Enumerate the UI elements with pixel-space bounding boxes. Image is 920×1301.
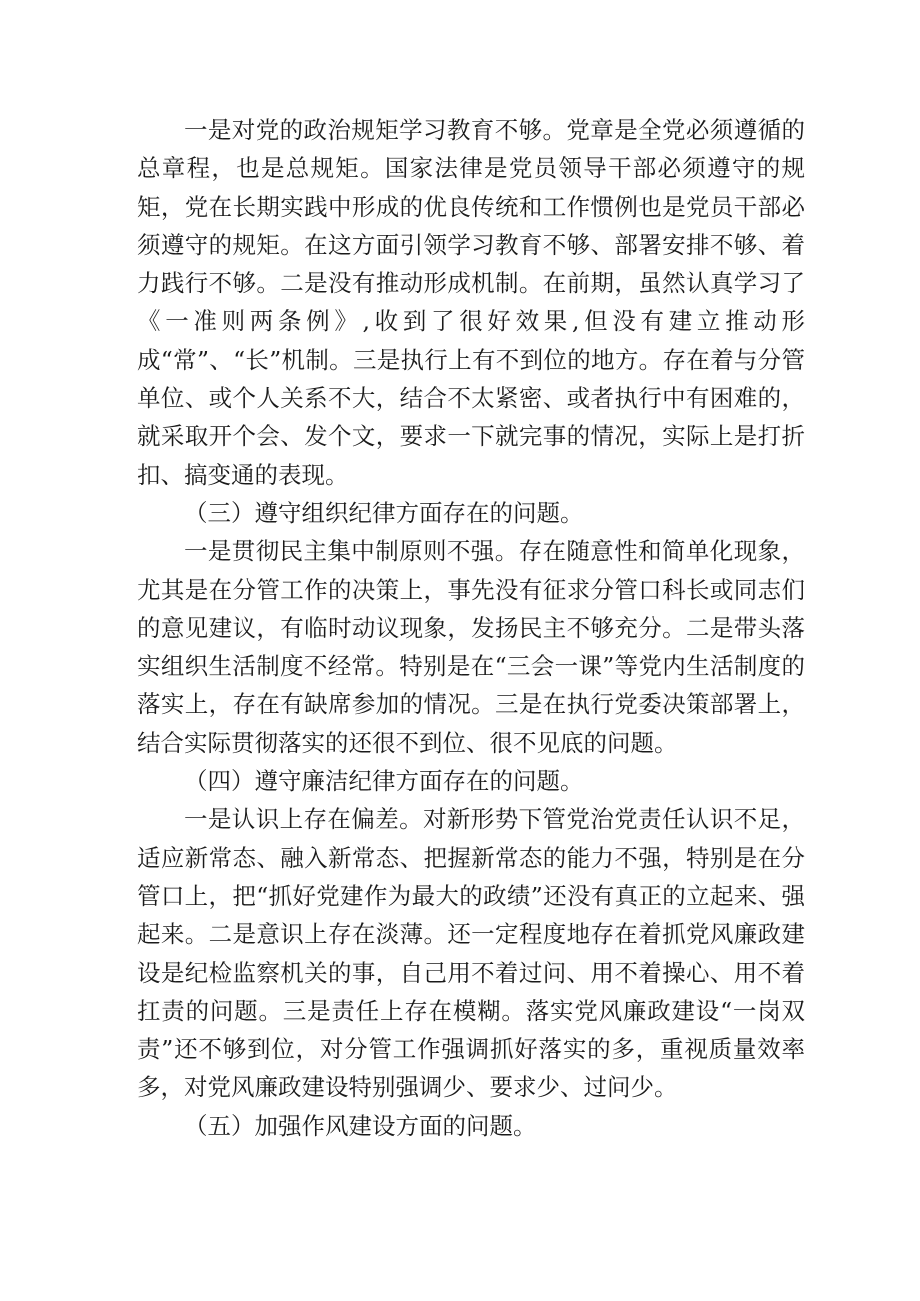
- heading-organizational-discipline: （三）遵守组织纪律方面存在的问题。: [184, 498, 584, 527]
- heading-work-style: （五）加强作风建设方面的问题。: [184, 1111, 537, 1140]
- document-body: [137, 111, 805, 1145]
- paragraph-integrity-issues: 一是认识上存在偏差。对新形势下管党治党责任认识不足，适应新常态、融入新常态、把握新常态的能力不强，特别是在分管口上，把“抓好党建作为最大的政绩”还没有真正的立起来、强起来。二是意识上存在淡薄。还一定程度地存在着抓党风廉政建设是纪检监察机关的事，自己用不着过问、用不着操心、用不着扛责的问题。三是责任上存在模糊。落实党风廉政建设“一岗双责”还不够到位，对分管工作强调抓好落实的多，重视质量效率多，对党风廉政建设特别强调少、要求少、过问少。: [137, 805, 805, 1102]
- heading-integrity-discipline: （四）遵守廉洁纪律方面存在的问题。: [184, 767, 584, 796]
- paragraph-political-rules: 一是对党的政治规矩学习教育不够。党章是全党必须遵循的总章程，也是总规矩。国家法律是党员领导干部必须遵守的规矩，党在长期实践中形成的优良传统和工作惯例也是党员干部必须遵守的规矩。在这方面引领学习教育不够、部署安排不够、着力践行不够。二是没有推动形成机制。在前期，虽然认真学习了《一准则两条例》,收到了很好效果,但没有建立推动形成“常”、“长”机制。三是执行上有不到位的地方。存在着与分管单位、或个人关系不大，结合不太紧密、或者执行中有困难的，就采取开个会、发个文，要求一下就完事的情况，实际上是打折扣、搞变通的表现。: [137, 116, 805, 489]
- paragraph-democratic-centralism: 一是贯彻民主集中制原则不强。存在随意性和简单化现象，尤其是在分管工作的决策上，事先没有征求分管口科长或同志们的意见建议，有临时动议现象，发扬民主不够充分。二是带头落实组织生活制度不经常。特别是在“三会一课”等党内生活制度的落实上，存在有缺席参加的情况。三是在执行党委决策部署上，结合实际贯彻落实的还很不到位、很不见底的问题。: [137, 537, 805, 757]
